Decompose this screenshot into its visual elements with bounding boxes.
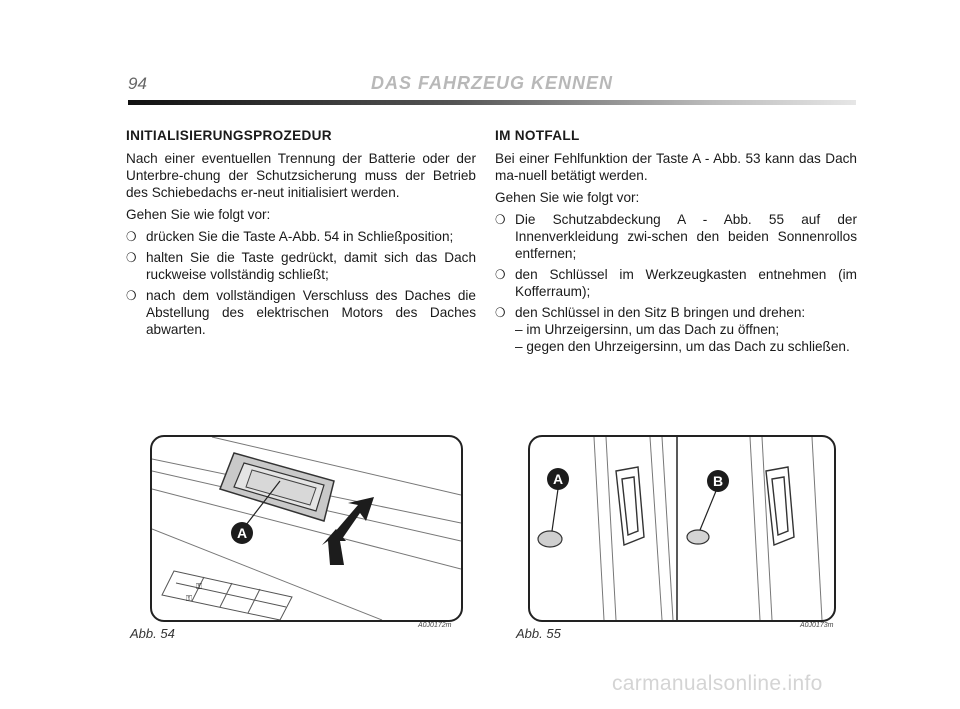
list-item xyxy=(126,249,476,283)
figure-55-emergency-panel xyxy=(528,435,836,622)
right-column xyxy=(495,127,857,359)
callout-a-label: A xyxy=(552,471,564,487)
key-seat xyxy=(687,530,709,544)
circle-bullet-icon: ❍ xyxy=(126,229,137,244)
left-column xyxy=(126,127,476,342)
callout-badge-b xyxy=(707,470,729,492)
callout-badge-a xyxy=(547,468,569,490)
svg-text:⚿: ⚿ xyxy=(186,594,193,603)
figure-54-code: A0J0172m xyxy=(418,622,452,629)
list-item-text: nach dem vollständigen Verschluss des Daches die Abstellung des elektrischen Motors des Daches abwarten. xyxy=(146,288,476,337)
sub-item-clockwise: – im Uhrzeigersinn, um das Dach zu öffnen; xyxy=(515,322,780,337)
figure-55-caption: Abb. 55 xyxy=(516,626,561,641)
list-item xyxy=(495,266,857,300)
list-item xyxy=(126,228,476,245)
figure-55-code: A0J0173m xyxy=(800,622,834,629)
figure-54-caption: Abb. 54 xyxy=(130,626,175,641)
callout-a-label: A xyxy=(236,525,248,541)
circle-bullet-icon: ❍ xyxy=(126,250,137,265)
protective-cover xyxy=(538,531,562,547)
circle-bullet-icon: ❍ xyxy=(495,212,506,227)
section-heading-emergency: IM NOTFALL xyxy=(495,128,580,143)
arrow-icon xyxy=(322,497,374,565)
circle-bullet-icon: ❍ xyxy=(495,305,506,320)
header-rule xyxy=(128,100,856,105)
section-heading-initialisation: INITIALISIERUNGSPROZEDUR xyxy=(126,128,332,143)
paragraph-lead: Gehen Sie wie folgt vor: xyxy=(495,190,640,205)
sub-item-counterclockwise: – gegen den Uhrzeigersinn, um das Dach zu schließen. xyxy=(515,339,850,354)
circle-bullet-icon: ❍ xyxy=(126,288,137,303)
paragraph-intro: Bei einer Fehlfunktion der Taste A - Abb. 53 kann das Dach ma-nuell betätigt werden. xyxy=(495,151,857,183)
callout-b-label: B xyxy=(712,473,724,489)
circle-bullet-icon: ❍ xyxy=(495,267,506,282)
list-item xyxy=(495,211,857,262)
watermark: carmanualsonline.info xyxy=(612,672,823,695)
sunblind-handle-left xyxy=(616,467,644,545)
svg-text:⚿: ⚿ xyxy=(196,582,203,591)
list-item-text: Die Schutzabdeckung A - Abb. 55 auf der Innenverkleidung zwi-schen den beiden Sonnenrollos entfernen; xyxy=(515,212,857,261)
list-item-text: den Schlüssel im Werkzeugkasten entnehmen (im Kofferraum); xyxy=(515,267,857,299)
list-item-text: den Schlüssel in den Sitz B bringen und drehen: xyxy=(515,305,806,320)
sunblind-handle-right xyxy=(766,467,794,545)
page-header xyxy=(128,70,856,110)
paragraph-lead: Gehen Sie wie folgt vor: xyxy=(126,207,271,222)
switch-panel xyxy=(162,571,292,620)
page-number: 94 xyxy=(128,74,147,93)
list-item-text: halten Sie die Taste gedrückt, damit sich das Dach ruckweise vollständig schließt; xyxy=(146,250,476,282)
chapter-title: DAS FAHRZEUG KENNEN xyxy=(370,73,613,93)
callout-badge-a xyxy=(231,522,253,544)
paragraph-intro: Nach einer eventuellen Trennung der Batterie oder der Unterbre-chung der Schutzsicherung muss der Betrieb des Schiebedachs er-neut initialisiert werden. xyxy=(126,151,476,200)
list-item-text: drücken Sie die Taste A-Abb. 54 in Schließposition; xyxy=(146,229,454,244)
list-item xyxy=(495,304,857,355)
figure-54-roof-button xyxy=(150,435,463,622)
list-item xyxy=(126,287,476,338)
